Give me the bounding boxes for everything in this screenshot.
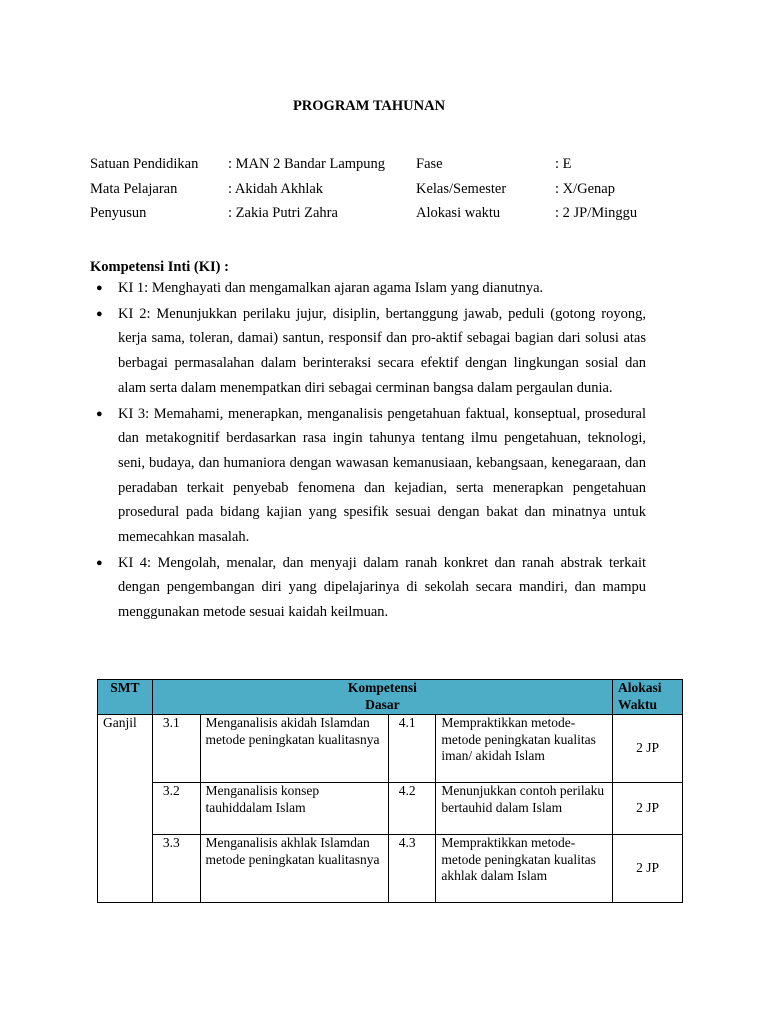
- info-label: Penyusun: [90, 205, 147, 221]
- ki-text: KI 1: Menghayati dan mengamalkan ajaran agama Islam yang dianutnya.: [118, 280, 544, 296]
- info-value: : X/Genap: [555, 180, 615, 197]
- info-label: Alokasi waktu: [416, 205, 501, 221]
- table-row: [98, 835, 683, 903]
- kd-number: 3.1: [152, 715, 200, 783]
- list-item: [90, 402, 646, 550]
- ki-heading: Kompetensi Inti (KI) :: [90, 259, 229, 275]
- jp-cell: 2 JP: [613, 715, 683, 783]
- header-alokasi: Alokasi Waktu: [613, 680, 683, 715]
- info-value: : Zakia Putri Zahra: [228, 205, 338, 221]
- kd-table: [97, 679, 683, 903]
- kd-number: 4.3: [388, 835, 436, 903]
- ki-text: KI 2: Menunjukkan perilaku jujur, disiplin, bertanggung jawab, peduli (gotong royong, kerja sama, toleran, damai) santun, responsif dan pro-aktif sebagai bagian dari solusi atas berbagai permasalahan dalam berinteraksi secara efektif dengan lingkungan sosial dan alam serta dalam menempatkan diri sebagai cerminan bangsa dalam pergaulan dunia.: [118, 305, 646, 396]
- list-item: [90, 551, 646, 625]
- list-item: [90, 302, 646, 401]
- bullet-icon: ●: [96, 282, 103, 294]
- kd-text: Menganalisis akidah Islamdan metode peningkatan kualitasnya: [200, 715, 388, 783]
- header-kd: Kompetensi Dasar: [152, 680, 612, 715]
- info-label: Mata Pelajaran: [90, 180, 178, 197]
- info-value: : 2 JP/Minggu: [555, 205, 638, 221]
- kd-number: 4.1: [388, 715, 436, 783]
- bullet-icon: ●: [96, 307, 103, 320]
- table-header-row: [98, 680, 683, 715]
- semester-cell: Ganjil: [98, 715, 153, 903]
- kd-number: 3.3: [152, 835, 200, 903]
- ki-list: [90, 276, 646, 626]
- bullet-icon: ●: [96, 407, 103, 420]
- table-row: [98, 715, 683, 783]
- jp-cell: 2 JP: [613, 835, 683, 903]
- info-label: Satuan Pendidikan: [90, 156, 199, 172]
- list-item: [90, 276, 646, 301]
- info-value: : E: [555, 156, 572, 172]
- kd-number: 4.2: [388, 783, 436, 835]
- kd-number: 3.2: [152, 783, 200, 835]
- kd-text: Menganalisis konsep tauhiddalam Islam: [200, 783, 388, 835]
- page-title: PROGRAM TAHUNAN: [292, 98, 446, 114]
- info-value: : MAN 2 Bandar Lampung: [228, 156, 386, 172]
- kd-text: Mempraktikkan metode-metode peningkatan kualitas akhlak dalam Islam: [436, 835, 613, 903]
- kd-text: Menganalisis akhlak Islamdan metode peningkatan kualitasnya: [200, 835, 388, 903]
- bullet-icon: ●: [96, 556, 103, 569]
- ki-text: KI 4: Mengolah, menalar, dan menyaji dalam ranah konkret dan ranah abstrak terkait dengan pengembangan diri yang dipelajarinya di sekolah secara mandiri, dan mampu menggunakan metode sesuai kaidah keilmuan.: [118, 554, 646, 621]
- info-value: : Akidah Akhlak: [228, 180, 324, 197]
- ki-text: KI 3: Memahami, menerapkan, menganalisis pengetahuan faktual, konseptual, prosedural dan metakognitif berdasarkan rasa ingin tahunya tentang ilmu pengetahuan, teknologi, seni, budaya, dan humaniora dengan wawasan kemanusiaan, kebangsaan, kenegaraan, dan peradaban terkait penyebab fenomena dan kejadian, serta menerapkan pengetahuan prosedural pada bidang kajian yang spesifik sesuai dengan bakat dan minatnya untuk memecahkan masalah.: [118, 405, 646, 546]
- header-smt: SMT: [98, 680, 153, 715]
- kd-text: Mempraktikkan metode-metode peningkatan kualitas iman/ akidah Islam: [436, 715, 613, 783]
- info-label: Kelas/Semester: [416, 180, 507, 197]
- jp-cell: 2 JP: [613, 783, 683, 835]
- kd-text: Menunjukkan contoh perilaku bertauhid dalam Islam: [436, 783, 613, 835]
- info-label: Fase: [416, 156, 443, 172]
- table-row: [98, 783, 683, 835]
